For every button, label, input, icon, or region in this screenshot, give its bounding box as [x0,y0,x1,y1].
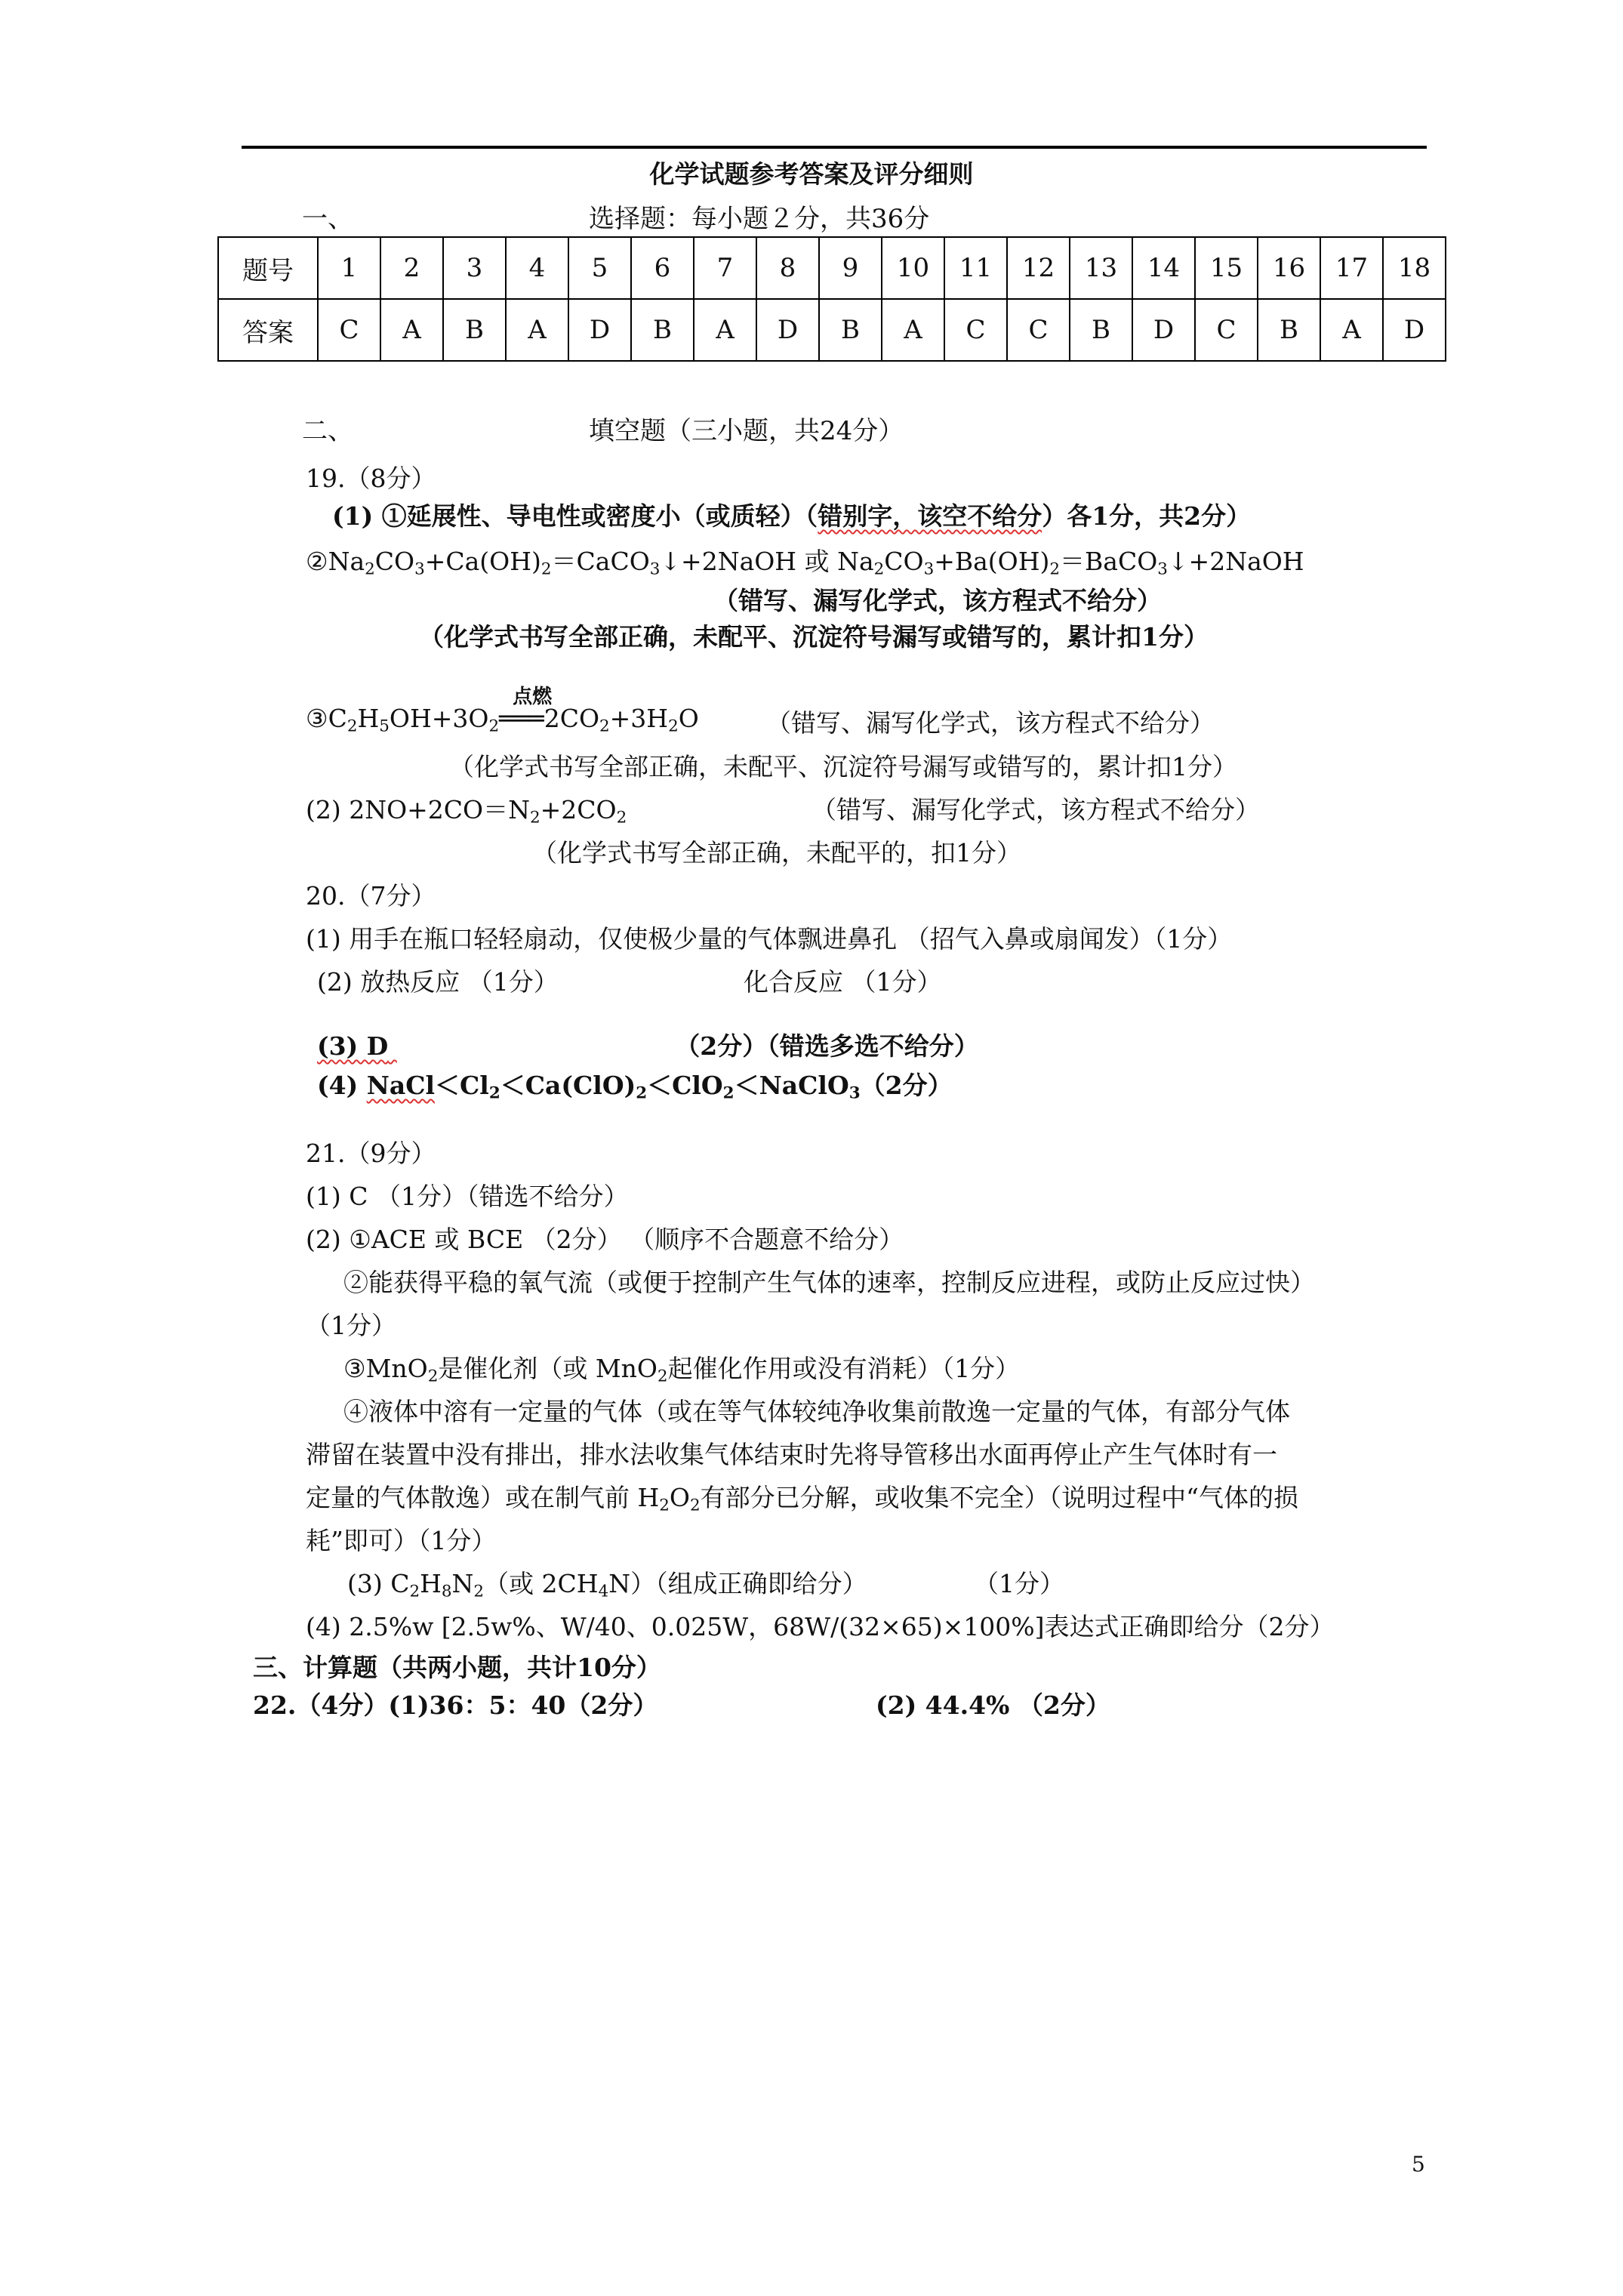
table-cell-answer: D [1132,299,1195,361]
q19-equation-3-note: （错写、漏写化学式，该方程式不给分） [812,795,1260,824]
q21-line11: (4) 2.5%w [2.5w%、W/40、0.025W，68W/(32×65)×100%]表达式正确即给分（2分） [306,1612,1335,1641]
table-cell-answer: D [756,299,819,361]
q21-line10: (3) $C_2H_8N_2$（或 $2CH_4N$）（组成正确即给分） [347,1569,867,1601]
q21-line3: ②能获得平稳的氧气流（或便于控制产生气体的速率，控制反应进程，或防止反应过快） [343,1268,1315,1297]
table-cell-number: 9 [819,237,882,299]
q19-equation-3: (2) $2NO+2CO=N_2+2CO_2$ [306,795,627,827]
q21-line8: 定量的气体散逸）或在制气前 $H_2O_2$有部分已分解，或收集不完全）（说明过程中“气体的损 [306,1483,1298,1515]
table-cell-number: 7 [694,237,756,299]
answer-table [217,236,1446,362]
table-row-answers [218,299,1446,361]
section1-number: 一、 [302,204,353,234]
table-cell-answer: C [944,299,1007,361]
table-cell-number: 15 [1195,237,1258,299]
q21-line10-score: （1分） [974,1569,1064,1598]
q20-line1: (1) 用手在瓶口轻轻扇动，仅使极少量的气体飘进鼻孔 （招气入鼻或扇闻发）（1分） [306,924,1233,954]
table-cell-number: 11 [944,237,1007,299]
table-answer-label: 答案 [218,299,318,361]
q21-line4: （1分） [306,1311,396,1340]
top-rule [242,146,1427,149]
table-cell-number: 12 [1007,237,1070,299]
table-header-label: 题号 [218,237,318,299]
table-cell-answer: D [568,299,631,361]
q21-line7: 滞留在装置中没有排出，排水法收集气体结束时先将导管移出水面再停止产生气体时有一 [306,1440,1277,1469]
table-cell-answer: D [1383,299,1446,361]
q21-line1: (1) C （1分）（错选不给分） [306,1182,629,1211]
table-cell-number: 4 [506,237,568,299]
q21-line6: ④液体中溶有一定量的气体（或在等气体较纯净收集前散逸一定量的气体，有部分气体 [343,1397,1290,1426]
table-cell-answer: A [506,299,568,361]
q21-header: 21.（9分） [306,1139,436,1168]
table-cell-answer: B [631,299,694,361]
table-cell-number: 14 [1132,237,1195,299]
table-cell-number: 6 [631,237,694,299]
table-cell-number: 13 [1070,237,1132,299]
q22-part2: (2) 44.4% （2分） [876,1690,1110,1720]
table-cell-number: 16 [1258,237,1320,299]
table-cell-answer: C [1195,299,1258,361]
q21-line9: 耗”即可）（1分） [306,1526,497,1555]
page-number: 5 [1412,2152,1425,2177]
table-cell-answer: C [318,299,380,361]
q19-header: 19.（8分） [306,464,436,493]
q19-equation-2: $③C_2H_5OH+3O_2$ 点燃 $═══2CO_2+3H_2O$ [306,686,699,736]
page-title: 化学试题参考答案及评分细则 [649,159,974,189]
table-cell-number: 1 [318,237,380,299]
table-cell-number: 18 [1383,237,1446,299]
section2-number: 二、 [302,416,353,446]
table-cell-answer: B [819,299,882,361]
q20-header: 20.（7分） [306,881,436,911]
table-cell-number: 3 [443,237,506,299]
table-cell-answer: B [443,299,506,361]
q19-note-4: （化学式书写全部正确，未配平的，扣1分） [532,838,1021,868]
q19-note-1: （错写、漏写化学式，该方程式不给分） [713,586,1162,615]
q19-line1: (1) ①延展性、导电性或密度小（或质轻）（错别字，该空不给分）各1分，共2分） [332,501,1252,531]
q21-line5: ③MnO$_2$是催化剂（或 MnO$_2$起催化作用或没有消耗）（1分） [343,1354,1021,1386]
q20-line4: (4) $NaCl<Cl_2<Ca(ClO)_2<ClO_2<NaClO_3(2$分） [317,1071,953,1103]
table-cell-number: 17 [1320,237,1383,299]
q19-note-2: （化学式书写全部正确，未配平、沉淀符号漏写或错写的，累计扣1分） [419,622,1209,652]
table-cell-number: 2 [380,237,443,299]
table-row-numbers [218,237,1446,299]
table-cell-number: 8 [756,237,819,299]
table-cell-number: 10 [882,237,944,299]
q19-equation-2-note: （错写、漏写化学式，该方程式不给分） [766,708,1215,738]
q19-note-3: （化学式书写全部正确，未配平、沉淀符号漏写或错写的，累计扣1分） [449,752,1237,781]
section1-heading: 选择题：每小题２分，共36分 [589,204,930,234]
q21-line2: (2) ①ACE 或 BCE （2分） （顺序不合题意不给分） [306,1225,904,1254]
table-cell-number: 5 [568,237,631,299]
table-cell-answer: A [694,299,756,361]
q20-line3: (3) D （2分）（错选多选不给分） [317,1031,979,1061]
section2-heading: 填空题（三小题，共24分） [589,416,904,446]
q20-line2a: (2) 放热反应 （1分） [317,967,559,997]
q19-equation-1: $②Na_2CO_3+Ca(OH)_2=CaCO_3↓+2NaOH$ 或 $Na_2CO_3+Ba(OH)_2=BaCO_3↓+2NaOH$ [306,547,1304,579]
table-cell-answer: B [1070,299,1132,361]
table-cell-answer: B [1258,299,1320,361]
table-cell-answer: A [380,299,443,361]
section3-heading: 三、计算题（共两小题，共计10分） [253,1653,661,1682]
table-cell-answer: A [882,299,944,361]
q22-part1: 22.（4分）(1)36：5：40（2分） [253,1690,658,1720]
table-cell-answer: C [1007,299,1070,361]
q20-line2b: 化合反应 （1分） [744,967,942,997]
table-cell-answer: A [1320,299,1383,361]
